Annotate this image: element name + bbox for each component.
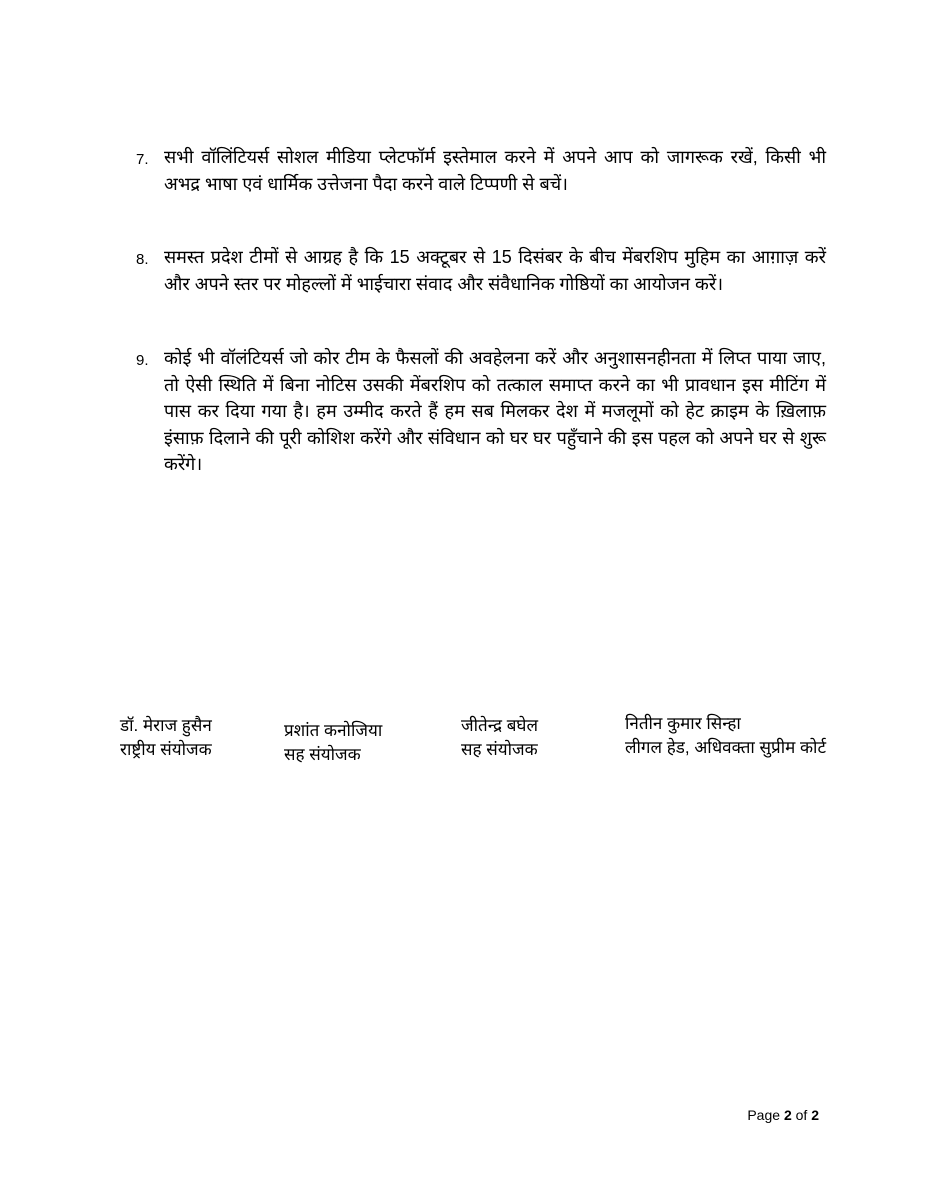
total-page-number: 2 bbox=[811, 1107, 819, 1123]
signatory-national-convener bbox=[120, 714, 212, 762]
list-item-number: 9. bbox=[136, 352, 149, 369]
signatory-title: सह संयोजक bbox=[461, 740, 538, 759]
list-item-7 bbox=[136, 144, 826, 197]
list-item-text: कोई भी वॉलंटियर्स जो कोर टीम के फैसलों की अवहेलना करें और अनुशासनहीनता में लिप्त पाया जाए, तो ऐसी स्थिति में बिना नोटिस उसकी मेंबरशिप को तत्काल समाप्त करने का भी प्रावधान इस मीटिंग में पास कर दिया गया है। हम उम्मीद करते हैं हम सब मिलकर देश में मजलूमों को हेट क्राइम के ख़िलाफ़ इंसाफ़ दिलाने की पूरी कोशिश करेंगे और संविधान को घर घर पहुँचाने की इस पहल को अपने घर से शुरू करेंगे। bbox=[164, 348, 826, 474]
signatory-title: लीगल हेड, अधिवक्ता सुप्रीम कोर्ट bbox=[625, 738, 827, 757]
signatory-name: डॉ. मेराज हुसैन bbox=[120, 716, 212, 735]
signatory-title: राष्ट्रीय संयोजक bbox=[120, 740, 212, 759]
list-item-9 bbox=[136, 345, 826, 478]
page-of-label: of bbox=[791, 1107, 812, 1123]
signatory-legal-head bbox=[625, 712, 826, 760]
list-item-text: समस्त प्रदेश टीमों से आग्रह है कि 15 अक्टूबर से 15 दिसंबर के बीच मेंबरशिप मुहिम का आग़ाज़ करें और अपने स्तर पर मोहल्लों में भाईचारा संवाद और संवैधानिक गोष्ठियों का आयोजन करें। bbox=[164, 247, 826, 294]
page-label: Page bbox=[747, 1107, 784, 1123]
list-item-number: 8. bbox=[136, 251, 149, 268]
signatory-name: नितीन कुमार सिन्हा bbox=[625, 714, 741, 733]
signatory-co-convener-2 bbox=[461, 714, 538, 762]
signatory-title: सह संयोजक bbox=[284, 745, 361, 764]
list-item-8 bbox=[136, 244, 826, 297]
signatory-name: प्रशांत कनोजिया bbox=[284, 721, 383, 740]
signatory-co-convener-1 bbox=[284, 719, 382, 767]
list-item-text: सभी वॉलिंटियर्स सोशल मीडिया प्लेटफॉर्म इस्तेमाल करने में अपने आप को जागरूक रखें, किसी भी अभद्र भाषा एवं धार्मिक उत्तेजना पैदा करने वाले टिप्पणी से बचें। bbox=[164, 147, 826, 194]
list-item-number: 7. bbox=[136, 151, 149, 168]
page-number-footer bbox=[700, 1105, 819, 1125]
signatory-name: जीतेन्द्र बघेल bbox=[461, 716, 538, 735]
current-page-number: 2 bbox=[783, 1107, 792, 1123]
